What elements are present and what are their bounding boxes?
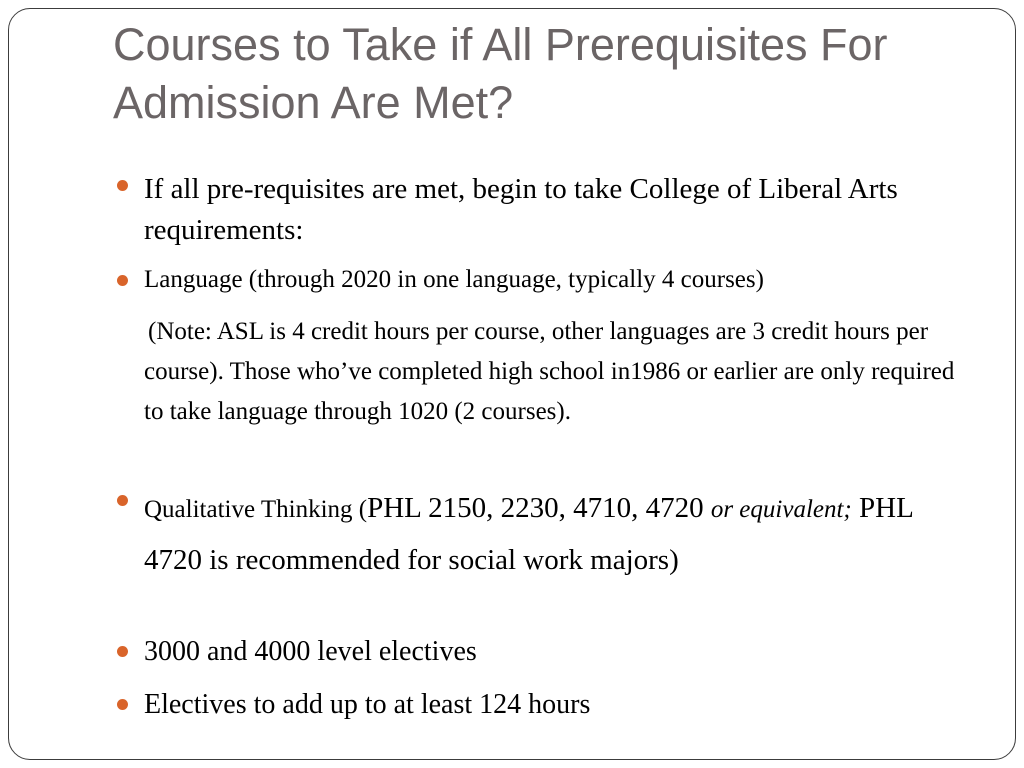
qualitative-recommendation: PHL 4720 is recommended for social work majors): [144, 492, 913, 576]
bullet-level-electives: 3000 and 4000 level electives: [144, 636, 477, 667]
bullet-dot: [117, 180, 128, 191]
bullet-electives-hours: Electives to add up to at least 124 hours: [144, 689, 591, 720]
bullet-dot: [117, 495, 128, 506]
bullet-dot: [117, 275, 128, 286]
slide-title: Courses to Take if All Prerequisites For Admission Are Met?: [113, 19, 888, 128]
language-note-text: (Note: ASL is 4 credit hours per course, other languages are 3 credit hours per course). Those who’ve completed high school in1986 or earlier are only required to take language through 1020 (2 courses).: [144, 318, 955, 425]
language-note: [144, 312, 974, 432]
bullet-language: Language (through 2020 in one language, typically 4 courses): [144, 266, 764, 293]
qualitative-label: Qualitative Thinking (: [144, 496, 368, 523]
bullet-dot: [117, 699, 128, 710]
bullet-dot: [117, 646, 128, 657]
qualitative-courses: PHL 2150, 2230, 4710, 4720: [367, 492, 711, 524]
qualitative-equivalent: or equivalent;: [710, 496, 852, 523]
bullet-qualitative-thinking: [144, 483, 974, 587]
bullet-liberal-arts: If all pre-requisites are met, begin to take College of Liberal Arts requirements:: [144, 173, 898, 246]
